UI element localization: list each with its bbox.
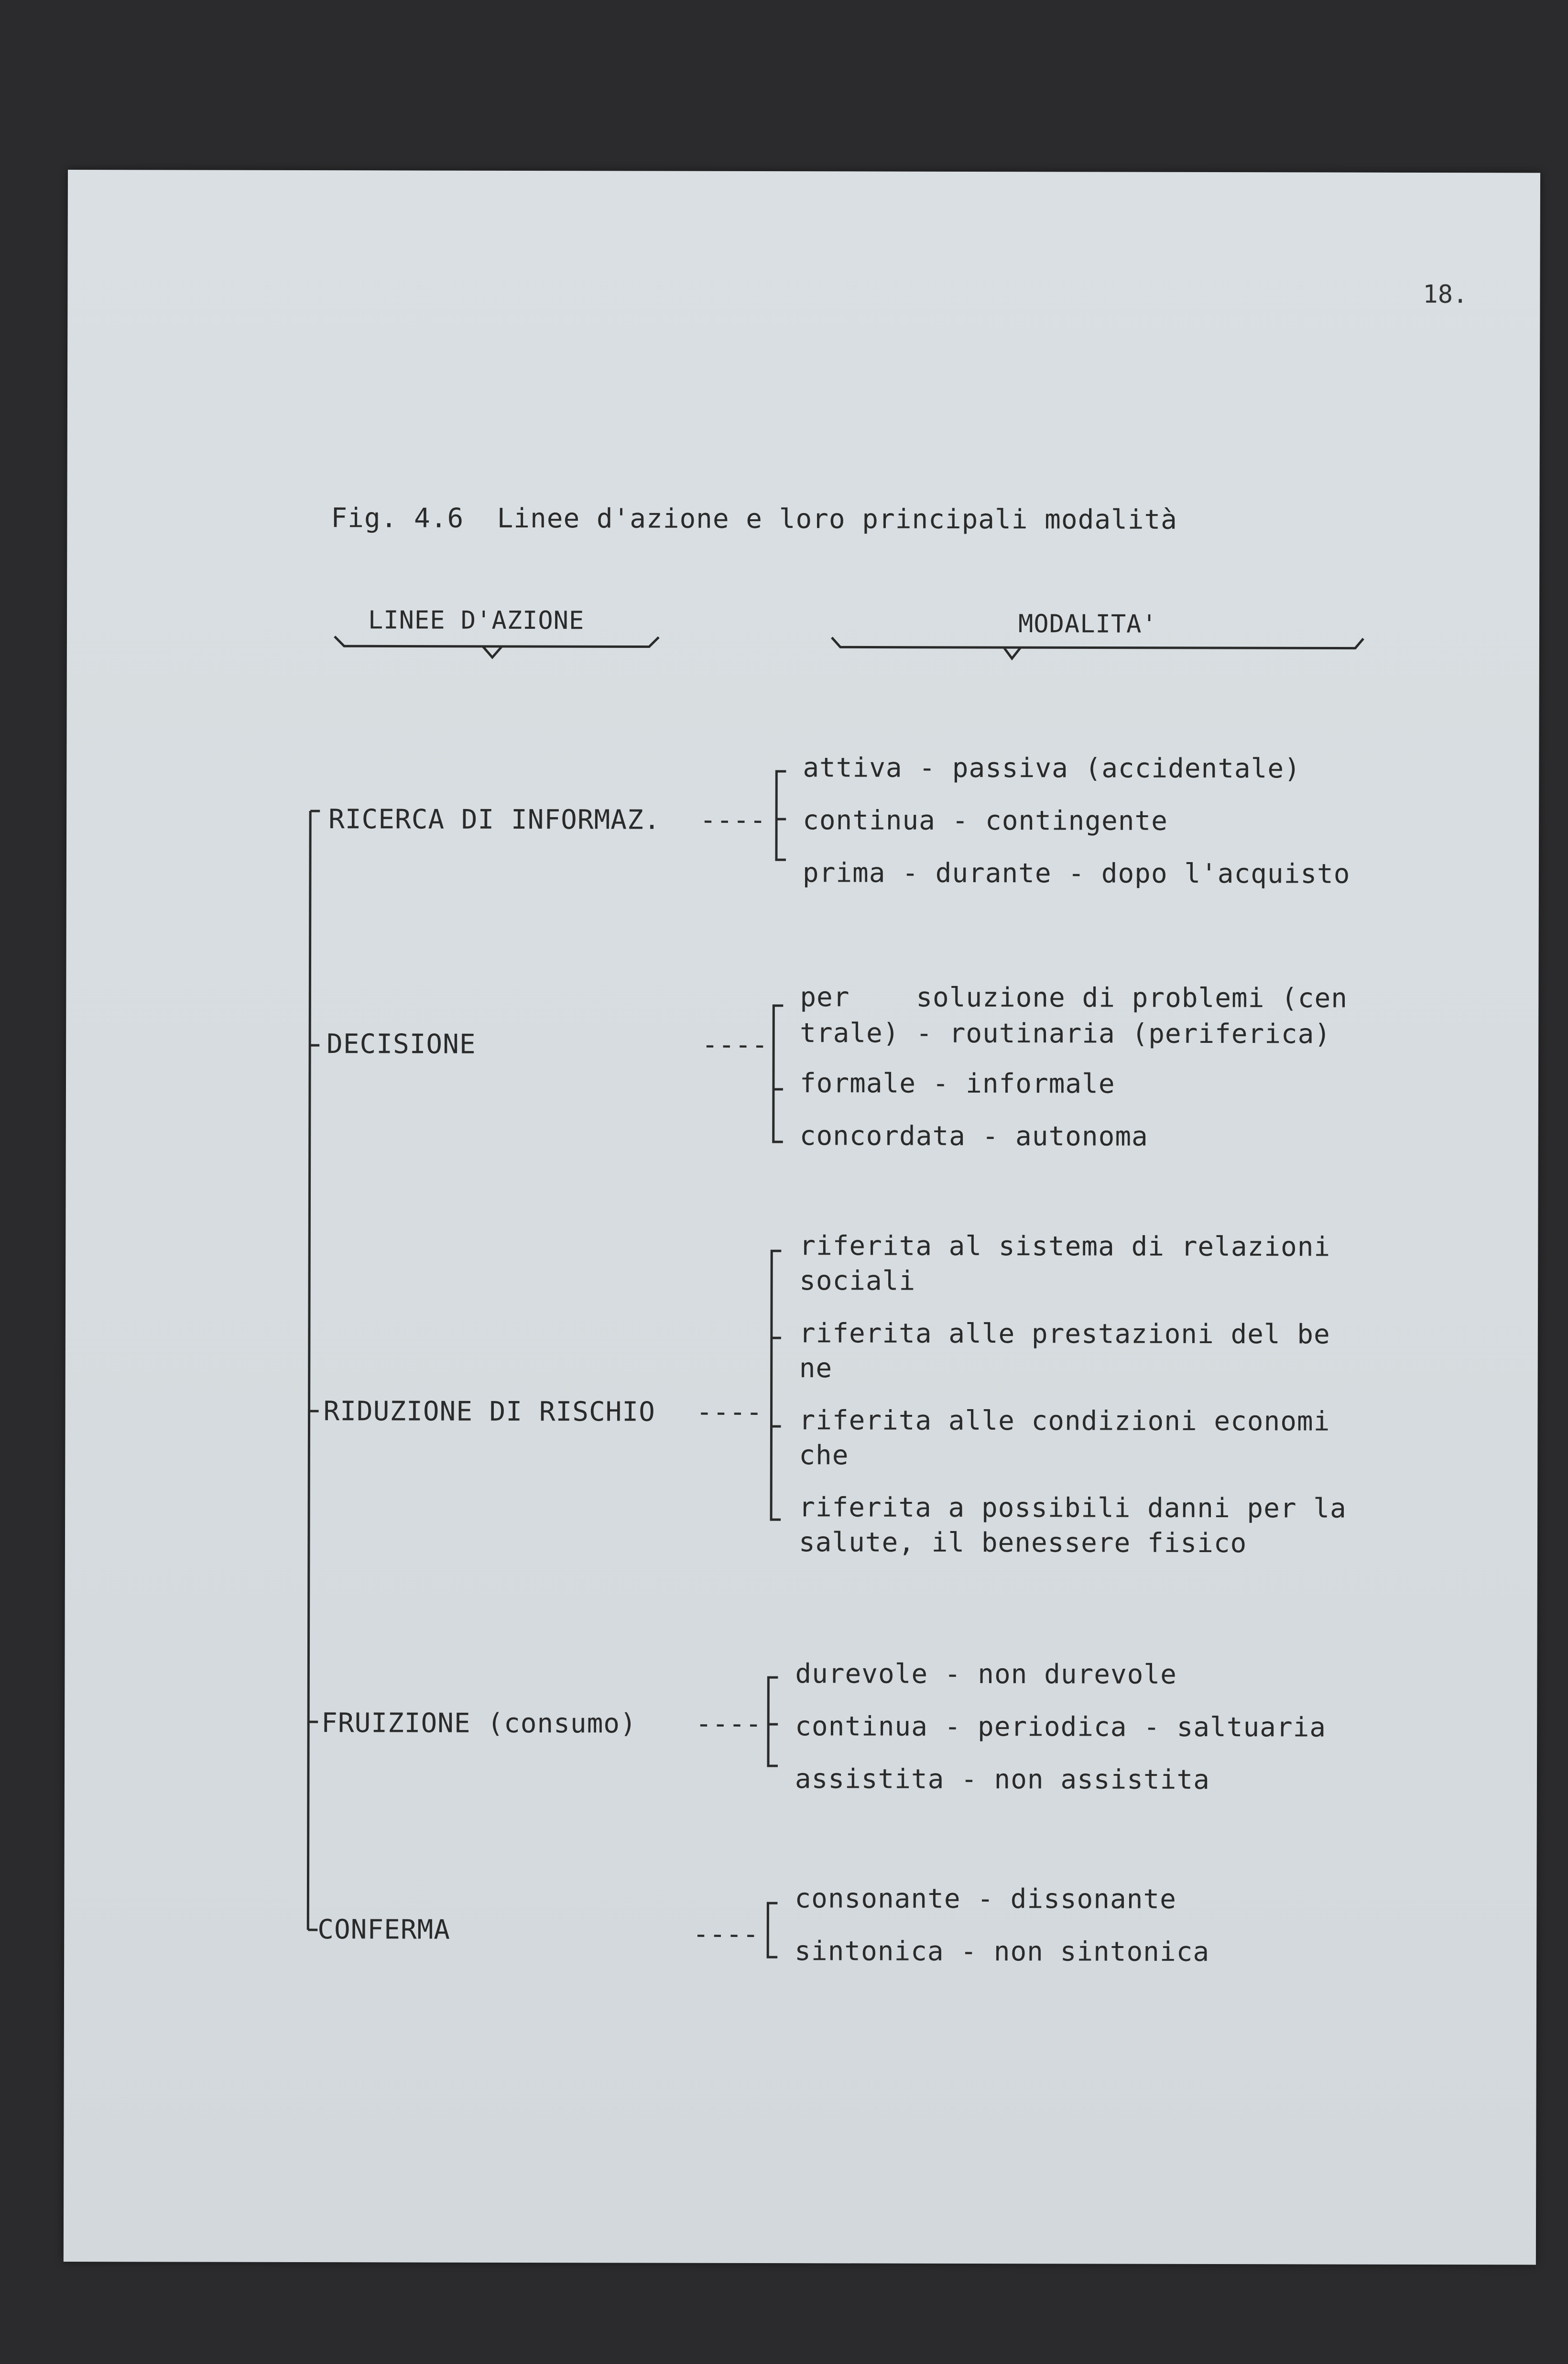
modality-line: riferita alle prestazioni del be: [799, 1318, 1330, 1350]
modality-line: consonante - dissonante: [795, 1883, 1176, 1915]
modality-line: ne: [799, 1353, 833, 1384]
modality-line: sintonica - non sintonica: [795, 1936, 1210, 1968]
modality-line: sociali: [799, 1265, 916, 1297]
action-label: DECISIONE: [327, 1029, 476, 1060]
page-number: 18.: [1423, 280, 1468, 309]
modality-line: continua - contingente: [803, 805, 1168, 837]
header-linee-dazione: LINEE D'AZIONE: [368, 606, 585, 635]
modality-line: concordata - autonoma: [799, 1120, 1148, 1152]
modality-line: formale - informale: [799, 1068, 1115, 1100]
modality-line: durevole - non durevole: [795, 1658, 1177, 1690]
modality-line: che: [799, 1440, 849, 1471]
header-left-brace: [335, 636, 659, 657]
modality-line: attiva - passiva (accidentale): [803, 752, 1301, 785]
modality-line: riferita a possibili danni per la: [799, 1492, 1347, 1524]
action-label: RIDUZIONE DI RISCHIO: [323, 1396, 655, 1428]
bracket-group-2: [773, 1006, 784, 1142]
modality-line: assistita - non assistita: [795, 1763, 1210, 1796]
modality-line: per soluzione di problemi (cen: [800, 982, 1348, 1014]
header-modalita: MODALITA': [1018, 610, 1157, 639]
modality-line: riferita alle condizioni economi: [799, 1405, 1330, 1437]
bracket-group-4: [768, 1677, 778, 1766]
modality-line: continua - periodica - saltuaria: [795, 1711, 1327, 1743]
action-label: CONFERMA: [317, 1914, 451, 1946]
action-connector: ----: [693, 1918, 760, 1950]
typed-page: [64, 170, 1540, 2265]
action-label: RICERCA DI INFORMAZ.: [328, 804, 661, 836]
bracket-group-3: [771, 1251, 781, 1520]
action-connector: ----: [700, 804, 767, 836]
action-connector: ----: [702, 1029, 769, 1061]
modality-line: salute, il benessere fisico: [798, 1527, 1247, 1559]
header-right-brace: [832, 637, 1363, 659]
action-connector: ----: [696, 1396, 763, 1428]
modality-line: prima - durante - dopo l'acquisto: [802, 857, 1350, 890]
modality-line: riferita al sistema di relazioni: [799, 1230, 1331, 1263]
bracket-group-1: [776, 771, 786, 860]
action-label: FRUIZIONE (consumo): [321, 1707, 637, 1740]
main-tree-line: [308, 811, 310, 1930]
bracket-group-5: [768, 1903, 777, 1957]
modality-line: trale) - routinaria (periferica): [800, 1018, 1331, 1050]
figure-caption: Fig. 4.6 Linee d'azione e loro principali modalità: [331, 503, 1178, 536]
action-connector: ----: [696, 1708, 762, 1740]
